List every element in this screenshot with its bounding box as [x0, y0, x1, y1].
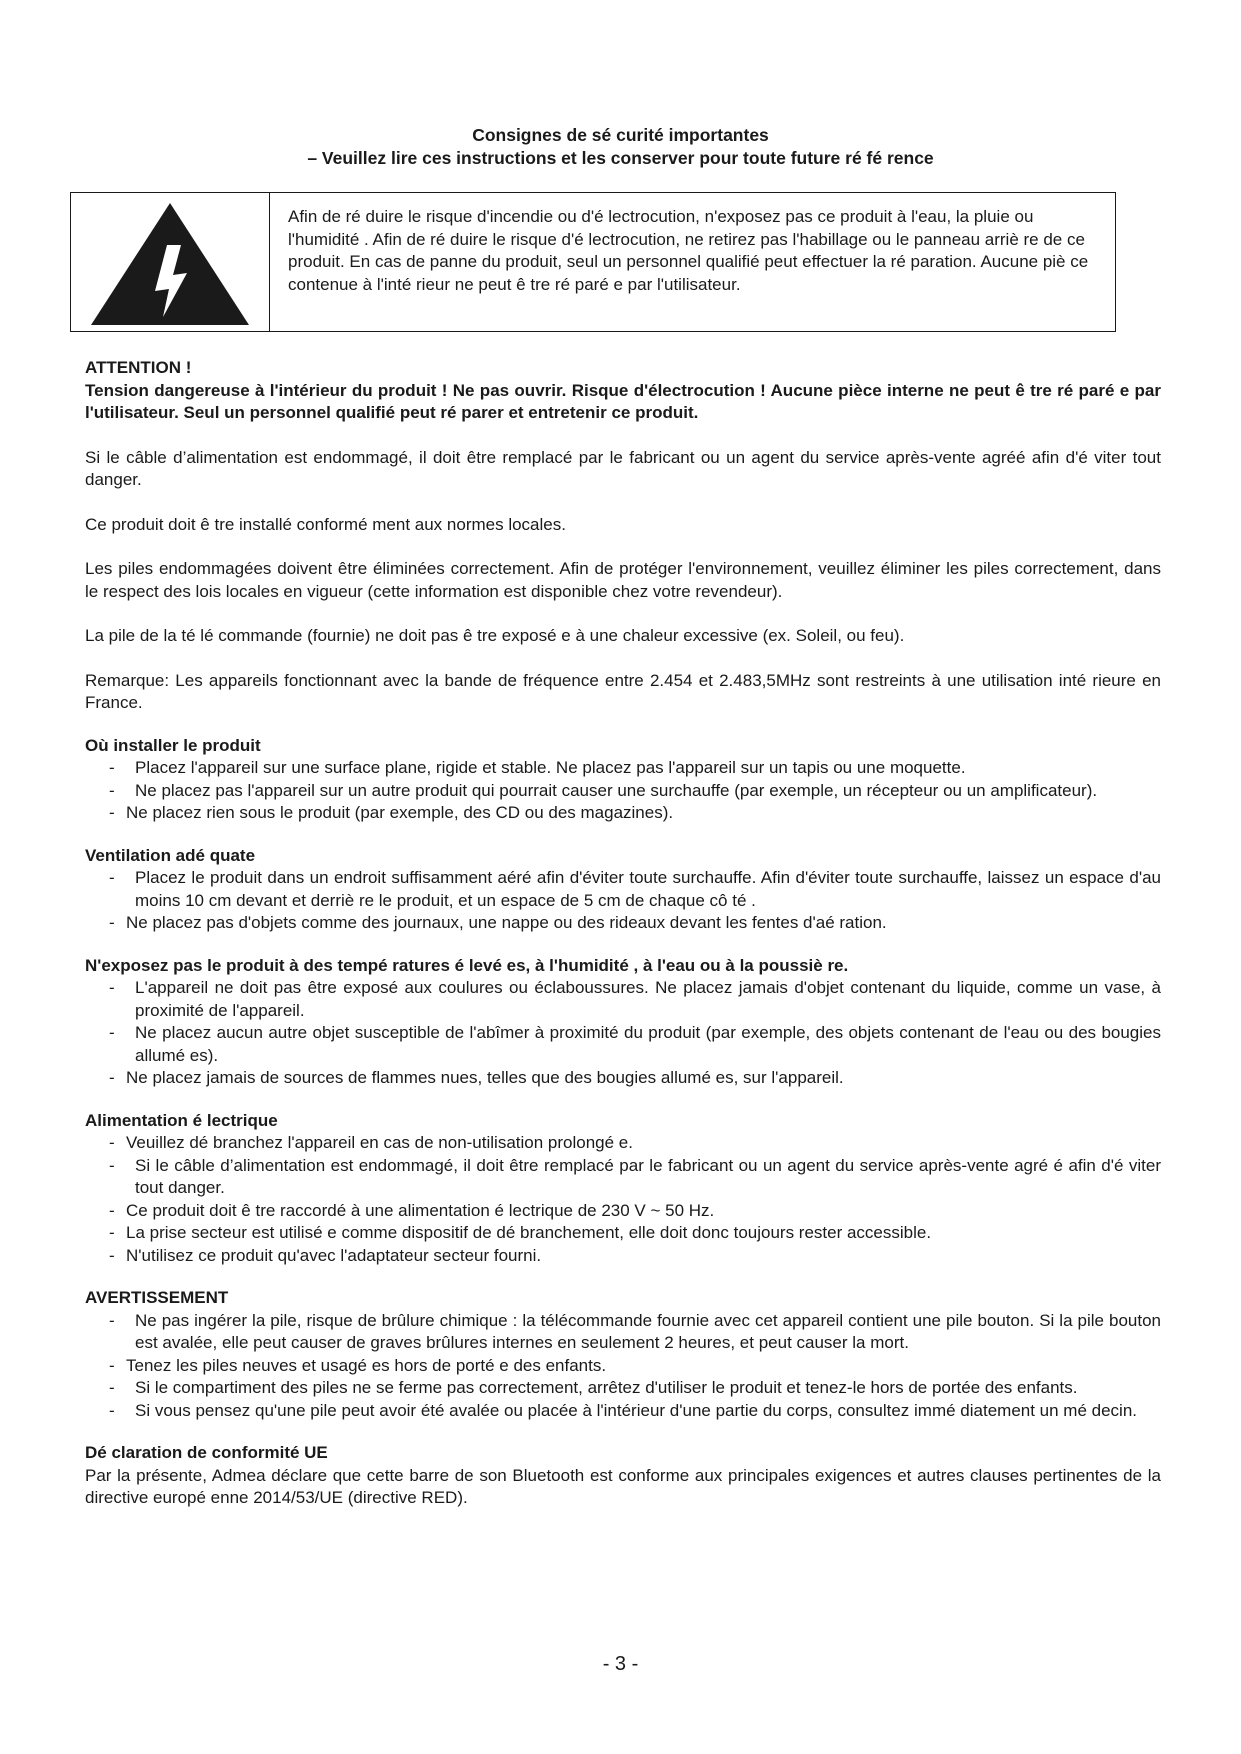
- list-item: - Ne placez pas d'objets comme des journaux, une nappe ou des rideaux devant les fentes d'aé ration.: [109, 913, 887, 932]
- list-item: - N'utilisez ce produit qu'avec l'adaptateur secteur fourni.: [109, 1245, 542, 1265]
- list-item: - Ne placez rien sous le produit (par exemple, des CD ou des magazines).: [109, 803, 674, 822]
- list-item: - Ne placez aucun autre objet susceptible de l'abîmer à proximité du produit (par exemple, des objets contenant de l'eau ou des bougies allumé es).: [109, 1023, 1161, 1065]
- list-item: - Si le câble d’alimentation est endommagé, il doit être remplacé par le fabricant ou un agent du service après-vente agré é afin d'é viter tout danger.: [109, 1155, 1161, 1197]
- paragraph: Si le câble d’alimentation est endommagé, il doit être remplacé par le fabricant ou un agent du service après-vente agréé afin d'é viter tout danger.: [85, 447, 1161, 489]
- list-item: - Si le compartiment des piles ne se ferme pas correctement, arrêtez d'utiliser le produit et tenez-le hors de portée des enfants.: [109, 1378, 1078, 1397]
- list-item: - La prise secteur est utilisé e comme dispositif de dé branchement, elle doit donc toujours rester accessible.: [109, 1223, 932, 1242]
- bullet-list: [85, 977, 1161, 1090]
- warning-icon-cell: [71, 193, 270, 331]
- bullet-list: [85, 1132, 1161, 1267]
- bullet-list: [85, 867, 1161, 935]
- section-heading: Où installer le produit: [85, 735, 261, 755]
- main-content: [85, 357, 1161, 1510]
- list-item: - Ce produit doit ê tre raccordé à une alimentation é lectrique de 230 V ~ 50 Hz.: [109, 1200, 715, 1220]
- paragraph: Remarque: Les appareils fonctionnant avec la bande de fréquence entre 2.454 et 2.483,5MHz sont restreints à une utilisation inté rieure en France.: [85, 670, 1161, 712]
- list-item: - Ne pas ingérer la pile, risque de brûlure chimique : la télécommande fournie avec cet appareil contient une pile bouton. Si la pile bouton est avalée, elle peut causer de graves brûlures internes en seulement 2 heures, et peut causer la mort.: [109, 1310, 1161, 1352]
- list-item: - Veuillez dé branchez l'appareil en cas de non-utilisation prolongé e.: [109, 1133, 633, 1152]
- page-subtitle: – Veuillez lire ces instructions et les conserver pour toute future ré fé rence: [307, 148, 934, 168]
- paragraph: Les piles endommagées doivent être éliminées correctement. Afin de protéger l'environnement, veuillez éliminer les piles correctement, dans le respect des lois locales en vigueur (cette information est disponible chez votre revendeur).: [85, 559, 1161, 601]
- list-item: - Placez le produit dans un endroit suffisamment aéré afin d'éviter toute surchauffe. Afin d'éviter toute surchauffe, laissez un espace d'au moins 10 cm devant et derriè re le produit, et un espace de 5 cm de chaque cô té .: [109, 868, 1161, 910]
- attention-heading: ATTENTION !: [85, 358, 192, 377]
- paragraph: La pile de la té lé commande (fournie) ne doit pas ê tre exposé e à une chaleur excessive (ex. Soleil, ou feu).: [85, 626, 905, 645]
- paragraph: Ce produit doit ê tre installé conformé ment aux normes locales.: [85, 514, 566, 534]
- list-item: - Tenez les piles neuves et usagé es hors de porté e des enfants.: [109, 1355, 607, 1375]
- section-heading: Ventilation adé quate: [85, 845, 256, 865]
- section-heading: AVERTISSEMENT: [85, 1288, 229, 1307]
- list-item: - Placez l'appareil sur une surface plane, rigide et stable. Ne placez pas l'appareil sur un tapis ou une moquette.: [109, 758, 966, 777]
- section-heading: Alimentation é lectrique: [85, 1110, 278, 1130]
- list-item: - Ne placez pas l'appareil sur un autre produit qui pourrait causer une surchauffe (par exemple, un récepteur ou un amplificateur).: [109, 780, 1098, 800]
- warning-text: Afin de ré duire le risque d'incendie ou d'é lectrocution, n'exposez pas ce produit à l'eau, la pluie ou l'humidité . Afin de ré duire le risque d'é lectrocution, ne retirez pas l'habillage ou le panneau arriè re de ce produit. En cas de panne du produit, seul un personnel qualifié peut effectuer la ré paration. Aucune piè ce contenue à l'inté rieur ne peut ê tre ré paré e par l'utilisateur.: [288, 207, 1089, 294]
- list-item: - L'appareil ne doit pas être exposé aux coulures ou éclaboussures. Ne placez jamais d'objet contenant du liquide, comme un vase, à proximité de l'appareil.: [109, 978, 1161, 1020]
- list-item: - Si vous pensez qu'une pile peut avoir été avalée ou placée à l'intérieur d'une partie du corps, consultez immé diatement un mé decin.: [109, 1400, 1138, 1420]
- warning-box: [70, 192, 1116, 332]
- bullet-list: [85, 1310, 1161, 1423]
- attention-text: Tension dangereuse à l'intérieur du produit ! Ne pas ouvrir. Risque d'électrocution ! Aucune pièce interne ne peut ê tre ré paré e par l'utilisateur. Seul un personnel qualifié peut ré parer et entretenir ce produit.: [85, 380, 1161, 422]
- electric-shock-warning-icon: [85, 199, 255, 327]
- page-title: Consignes de sé curité importantes: [472, 125, 769, 145]
- list-item: - Ne placez jamais de sources de flammes nues, telles que des bougies allumé es, sur l'appareil.: [109, 1068, 844, 1087]
- section-heading: N'exposez pas le produit à des tempé ratures é levé es, à l'humidité , à l'eau ou à la poussiè re.: [85, 955, 849, 975]
- page-number: - 3 -: [602, 1653, 639, 1675]
- bullet-list: [85, 757, 1161, 825]
- declaration-text: Par la présente, Admea déclare que cette barre de son Bluetooth est conforme aux principales exigences et autres clauses pertinentes de la directive europé enne 2014/53/UE (directive RED).: [85, 1465, 1161, 1507]
- section-heading: Dé claration de conformité UE: [85, 1443, 328, 1462]
